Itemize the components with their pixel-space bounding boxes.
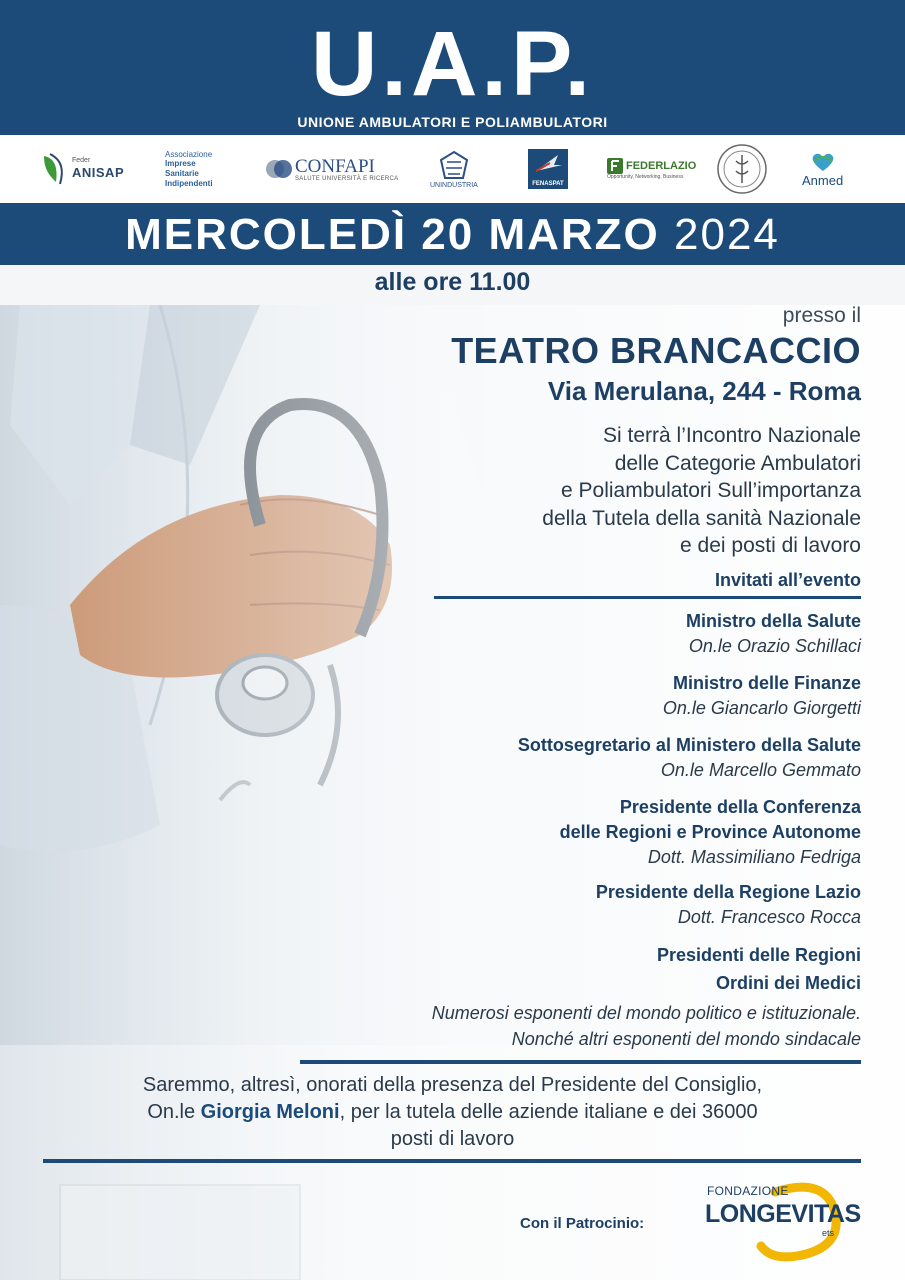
- closing-paragraph: [20, 1072, 885, 1153]
- invitee-item: [596, 880, 861, 930]
- venue-name: TEATRO BRANCACCIO: [451, 330, 861, 371]
- invitee-role-2: Ordini dei Medici: [715, 973, 861, 993]
- logo-fenaspat: [528, 135, 568, 203]
- confapi-globe-icon: [265, 157, 295, 181]
- federlazio-f-icon: [607, 158, 623, 174]
- section-divider: [300, 1060, 861, 1064]
- invitee-role-2: delle Regioni e Province Autonome: [559, 822, 861, 842]
- invitee-role: Ministro della Salute: [685, 611, 861, 631]
- fenaspat-text: FENASPAT: [532, 181, 564, 187]
- anmed-text: Anmed: [802, 172, 844, 188]
- confapi-sub: SALUTE UNIVERSITÀ E RICERCA: [295, 175, 399, 182]
- ais-line-1: Associazione: [165, 149, 213, 159]
- invitee-name: On.le Marcello Gemmato: [660, 760, 861, 780]
- federlazio-text: FEDERLAZIO: [626, 160, 697, 172]
- ais-line-4: Indipendenti: [165, 178, 213, 188]
- invitee-role: Sottosegretario al Ministero della Salute: [517, 735, 861, 755]
- logo-longevitas: [705, 1182, 865, 1262]
- event-date: [0, 210, 905, 260]
- logo-anmed: [802, 135, 843, 203]
- desc-line: e Poliambulatori Sull’importanza: [561, 479, 861, 502]
- invitee-item: [518, 733, 861, 783]
- event-date-day: MERCOLEDÌ 20 MARZO: [125, 210, 660, 259]
- invited-divider: [434, 596, 861, 599]
- seal-emblem-icon: [716, 143, 768, 195]
- invitee-name: On.le Giancarlo Giorgetti: [662, 698, 861, 718]
- logo-confapi: [265, 135, 398, 203]
- invitee-item: [663, 671, 861, 721]
- note-line: Numerosi esponenti del mondo politico e istituzionale.: [431, 1003, 861, 1023]
- note-line: Nonché altri esponenti del mondo sindacale: [511, 1029, 861, 1049]
- closing-prefix: On.le: [147, 1101, 201, 1123]
- logo-unindustria: [430, 135, 478, 203]
- invitee-role: Presidente della Regione Lazio: [595, 882, 861, 902]
- bottom-divider: [43, 1159, 861, 1163]
- anisap-leaf-icon: [40, 152, 68, 186]
- longevitas-name: LONGEVITAS: [705, 1200, 861, 1228]
- uap-subtitle: UNIONE AMBULATORI E POLIAMBULATORI: [297, 114, 608, 130]
- desc-line: Si terrà l’Incontro Nazionale: [603, 424, 861, 447]
- invitee-name: Dott. Massimiliano Fedriga: [647, 847, 861, 867]
- federlazio-sub: Opportunity, Networking, Business: [607, 174, 684, 180]
- logo-seal: [716, 135, 768, 203]
- anisap-small: Feder: [72, 156, 91, 164]
- unindustria-text: UNINDUSTRIA: [430, 181, 478, 189]
- event-description: [542, 422, 861, 560]
- invited-title: Invitati all’evento: [714, 570, 861, 590]
- invitee-item: [686, 609, 861, 659]
- closing-name: Giorgia Meloni: [200, 1101, 340, 1123]
- invited-notes: [432, 1000, 861, 1052]
- desc-line: e dei posti di lavoro: [680, 534, 861, 557]
- venue-presso: presso il: [782, 304, 861, 327]
- anisap-text: ANISAP: [72, 164, 125, 180]
- logo-federlazio: [607, 135, 696, 203]
- venue-address: Via Merulana, 244 - Roma: [547, 376, 861, 406]
- desc-line: della Tutela della sanità Nazionale: [542, 506, 861, 530]
- ais-line-3: Sanitarie: [165, 168, 199, 178]
- invitee-role: Ministro delle Finanze: [672, 673, 861, 693]
- invitee-role: Presidenti delle Regioni: [656, 945, 861, 965]
- anmed-heart-icon: [808, 151, 838, 173]
- invitee-name: On.le Orazio Schillaci: [688, 636, 861, 656]
- confapi-text: CONFAPI: [295, 155, 375, 177]
- invitee-item: [657, 941, 861, 997]
- ais-line-2: Imprese: [165, 158, 196, 168]
- fenaspat-arrow-icon: [528, 149, 568, 179]
- event-time: alle ore 11.00: [374, 268, 531, 296]
- closing-line-3: posti di lavoro: [390, 1128, 515, 1150]
- fenaspat-box: [528, 149, 568, 189]
- closing-line-1: Saremmo, altresì, onorati della presenza del Presidente del Consiglio,: [142, 1074, 763, 1096]
- logos-strip: [0, 135, 905, 203]
- desc-line: delle Categorie Ambulatori: [614, 451, 861, 475]
- logo-anisap: [40, 135, 124, 203]
- closing-suffix: , per la tutela delle aziende italiane e dei 36000: [339, 1101, 758, 1123]
- logo-ais: [165, 135, 213, 203]
- event-date-year: 2024: [674, 210, 780, 259]
- invitee-item: [560, 795, 861, 870]
- uap-title: U.A.P.: [310, 13, 595, 115]
- closing-line-2: [20, 1099, 885, 1126]
- longevitas-fondazione: FONDAZIONE: [707, 1184, 789, 1198]
- longevitas-ets: ets: [822, 1228, 835, 1238]
- unindustria-emblem-icon: [437, 150, 471, 180]
- invitee-name: Dott. Francesco Rocca: [677, 907, 861, 927]
- patrocinio-label: Con il Patrocinio:: [520, 1215, 645, 1232]
- invitee-role: Presidente della Conferenza: [619, 797, 861, 817]
